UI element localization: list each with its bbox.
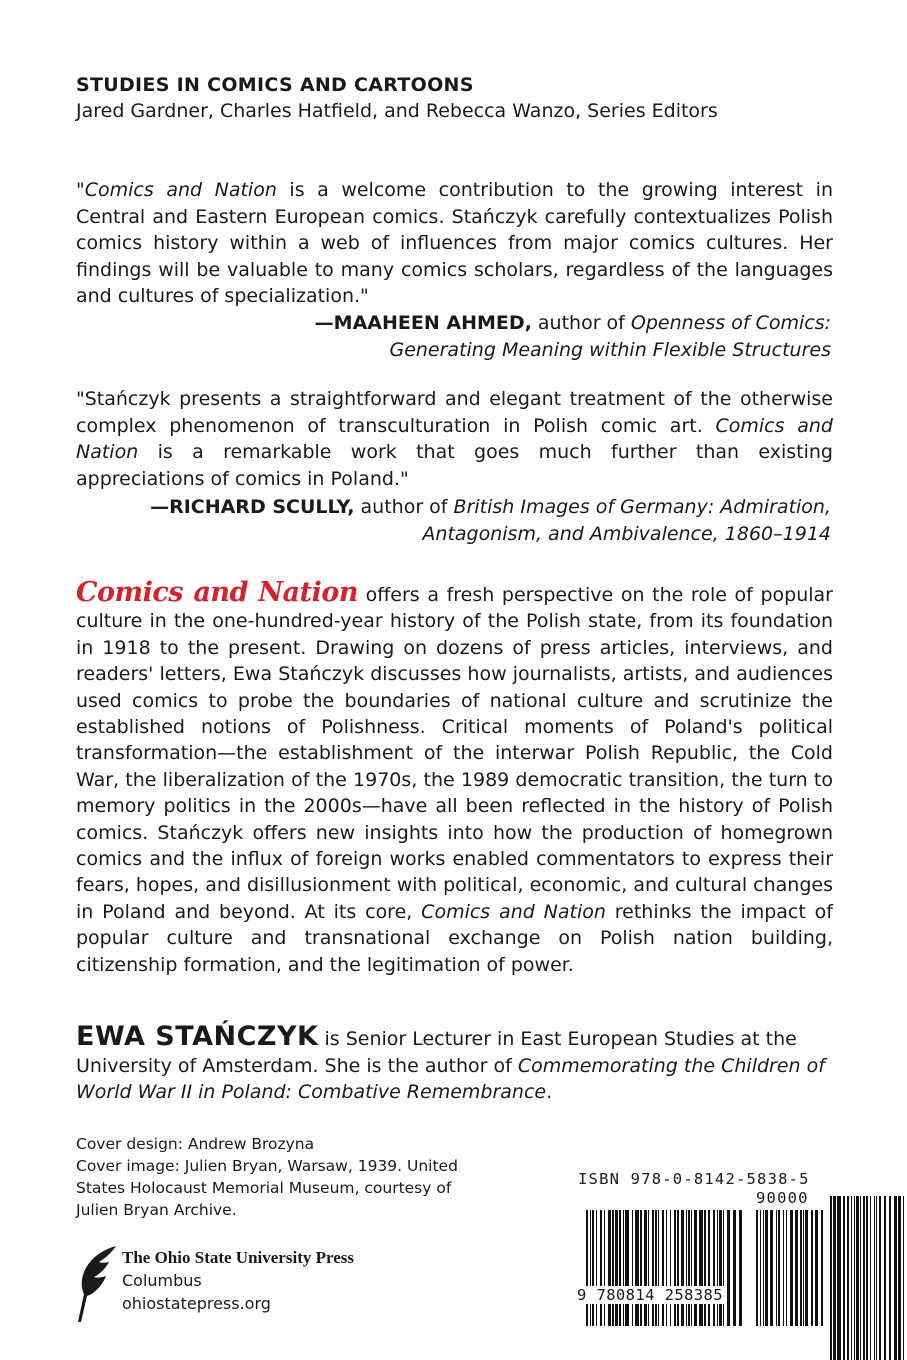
barcode-bar [640, 1210, 642, 1326]
barcode-bar [860, 1196, 861, 1360]
barcode-bar [623, 1210, 624, 1326]
barcode-bar [783, 1210, 784, 1326]
barcode-bar [837, 1196, 841, 1360]
reviewer-book-line2: Generating Meaning within Flexible Structures [389, 338, 831, 361]
description-italic-title: Comics and Nation [421, 900, 606, 923]
barcode-bar [800, 1210, 802, 1326]
barcode-bar [851, 1196, 852, 1360]
barcode-bar [760, 1210, 761, 1326]
barcode-bar [894, 1196, 897, 1360]
barcode-bar [786, 1210, 787, 1326]
barcode-bar [756, 1210, 758, 1326]
barcode-bar [870, 1196, 871, 1360]
barcode-bar [843, 1196, 845, 1360]
quote-open: " [76, 179, 85, 201]
barcode-bar [655, 1210, 657, 1326]
barcode-bar [608, 1210, 611, 1326]
barcode-bar [717, 1210, 718, 1326]
barcode-bar [874, 1196, 875, 1360]
author-of-text: author of [531, 312, 631, 334]
barcode-bar [866, 1196, 868, 1360]
barcode-bar [811, 1210, 813, 1326]
barcode-bar [586, 1210, 588, 1326]
price-code: 90000 [756, 1189, 809, 1207]
barcode-bar [691, 1210, 692, 1326]
barcode-bar [884, 1196, 886, 1360]
barcode-bar [670, 1210, 671, 1326]
isbn-label: ISBN 978-0-8142-5838-5 [578, 1170, 810, 1188]
barcode-bar [830, 1196, 832, 1360]
barcode-bar [600, 1210, 602, 1326]
reviewer-book-line2: Antagonism, and Ambivalence, 1860–1914 [422, 522, 831, 545]
barcode-bar [854, 1196, 855, 1360]
quote-text: is a welcome contribution to the growing interest in Central and Eastern European comics. Stańczyk carefully contextualizes Polish comics history within a web of influences from major comics cultures. Her findings will be valuable to many comics scholars, regardless of the languages and cultures of specialization." [76, 179, 833, 307]
barcode-bar [805, 1210, 808, 1326]
barcode-bar [790, 1210, 793, 1326]
isbn-barcode [574, 1166, 907, 1360]
author-bio [76, 1021, 833, 1106]
barcode-bar [856, 1196, 859, 1360]
barcode-bar [765, 1210, 768, 1326]
description-text-2: rethinks the impact of popular culture and transnational exchange on Polish nation building, citizenship formation, and the legitimation of power. [76, 900, 833, 976]
author-book-title: Commemorating the Children of World War II in Poland: Combative Remembrance [76, 1054, 825, 1103]
barcode-bar [795, 1210, 798, 1326]
author-name: EWA STAŃCZYK [76, 1021, 319, 1052]
barcode-bar [648, 1210, 649, 1326]
author-bio-text: is Senior Lecturer in East European Studies at the University of Amsterdam. She is the author of [76, 1028, 797, 1077]
barcode-bar [681, 1210, 684, 1326]
barcode-bar [704, 1210, 706, 1326]
barcode-bar [694, 1210, 697, 1326]
barcode-bar [713, 1210, 715, 1326]
series-header [76, 72, 836, 124]
barcode-bar [677, 1210, 679, 1326]
barcode-bar [803, 1210, 804, 1326]
barcode-bar [719, 1210, 722, 1326]
blurb-quote-2 [76, 386, 833, 492]
barcode-bar [688, 1210, 690, 1326]
cover-credits [76, 1133, 496, 1221]
reviewer-book-line1: Openness of Comics: [630, 312, 831, 334]
author-bio-end: . [546, 1081, 553, 1103]
barcode-bar [727, 1210, 730, 1326]
barcode-bar [889, 1196, 891, 1360]
publisher-text [122, 1246, 354, 1315]
author-of-text: author of [354, 496, 454, 518]
barcode-bar [644, 1210, 647, 1326]
blurb-attribution-2 [111, 494, 831, 547]
barcode-bar [632, 1210, 633, 1326]
series-editors: Jared Gardner, Charles Hatfield, and Rebecca Wanzo, Series Editors [76, 100, 718, 122]
book-description [76, 577, 833, 978]
barcode-bar [674, 1210, 676, 1326]
barcode-bar [658, 1210, 659, 1326]
barcode-bar [903, 1196, 904, 1360]
barcode-bar [619, 1210, 621, 1326]
publisher-website: ohiostatepress.org [122, 1294, 271, 1313]
barcode-bar [778, 1210, 780, 1326]
barcode-bar [686, 1210, 687, 1326]
quill-feather-icon [76, 1244, 118, 1324]
description-title: Comics and Nation [76, 577, 358, 608]
description-text-1: offers a fresh perspective on the role of popular culture in the one-hundred-year history of the Polish state, from its foundation in 1918 to the present. Drawing on dozens of press articles, interviews, and readers' letters, Ewa Stańczyk discusses how journalists, artists, and audiences used comics to probe the boundaries of national culture and scrutinize the established notions of Polishness. Critical moments of Poland's political transformation—the establishment of the interwar Polish Republic, the Cold War, the liberalization of the 1970s, the 1989 democratic transition, the turn to memory politics in the 2000s—have all been reflected in the history of Polish comics. Stańczyk offers new insights into how the production of homegrown comics and the influx of foreign works enabled commentators to express their fears, hopes, and disillusionment with political, economic, and cultural changes in Poland and beyond. At its core, [76, 584, 833, 923]
barcode-bar [733, 1210, 736, 1326]
barcode-bar [604, 1210, 605, 1326]
quote-book-title: Comics and Nation [84, 179, 277, 201]
barcode-bar [652, 1210, 654, 1326]
barcode-bar [739, 1210, 742, 1326]
barcode-bar [666, 1210, 667, 1326]
barcode-bar [635, 1210, 639, 1326]
barcode-bar [776, 1210, 777, 1326]
quote-text-start: "Stańczyk presents a straightforward and elegant treatment of the otherwise complex phenomenon of transculturation in Polish comic art. [76, 388, 833, 437]
barcode-digits: 9 780814 258385 [577, 1286, 723, 1304]
reviewer-book-line1: British Images of Germany: Admiration, [453, 496, 831, 518]
barcode-bar [699, 1210, 703, 1326]
cover-design-credit: Cover design: Andrew Brozyna [76, 1135, 315, 1153]
barcode-bar [898, 1196, 901, 1360]
barcode-bar [590, 1210, 591, 1326]
barcode-bar [821, 1210, 823, 1326]
barcode-bar [833, 1196, 836, 1360]
blurb-attribution-1 [111, 310, 831, 363]
barcode-bars [574, 1166, 907, 1360]
reviewer-name: —MAAHEEN AHMED, [314, 312, 532, 334]
publisher-city: Columbus [122, 1271, 202, 1290]
series-title: STUDIES IN COMICS AND CARTOONS [76, 74, 474, 96]
reviewer-name: —RICHARD SCULLY, [150, 496, 355, 518]
barcode-bar [723, 1210, 724, 1326]
barcode-bar [763, 1210, 764, 1326]
barcode-bar [876, 1196, 877, 1360]
barcode-bar [592, 1210, 594, 1326]
barcode-bar [662, 1210, 664, 1326]
barcode-bar [615, 1210, 618, 1326]
publisher-name: The Ohio State University Press [122, 1248, 355, 1267]
barcode-bar [770, 1210, 773, 1326]
barcode-bar [879, 1196, 881, 1360]
barcode-bar [625, 1210, 629, 1326]
barcode-bar [708, 1210, 710, 1326]
quote-text: is a remarkable work that goes much further than existing appreciations of comics in Poland." [76, 441, 833, 490]
barcode-bar [863, 1196, 865, 1360]
barcode-bar [612, 1210, 614, 1326]
cover-image-credit: Cover image: Julien Bryan, Warsaw, 1939. United States Holocaust Memorial Museum, courtesy of Julien Bryan Archive. [76, 1157, 458, 1219]
publisher-block [76, 1240, 476, 1330]
barcode-bar [596, 1210, 597, 1326]
quote-book-title: Comics and Nation [76, 414, 833, 463]
blurb-quote-1 [76, 177, 833, 310]
barcode-bar [847, 1196, 849, 1360]
barcode-bar [815, 1210, 818, 1326]
